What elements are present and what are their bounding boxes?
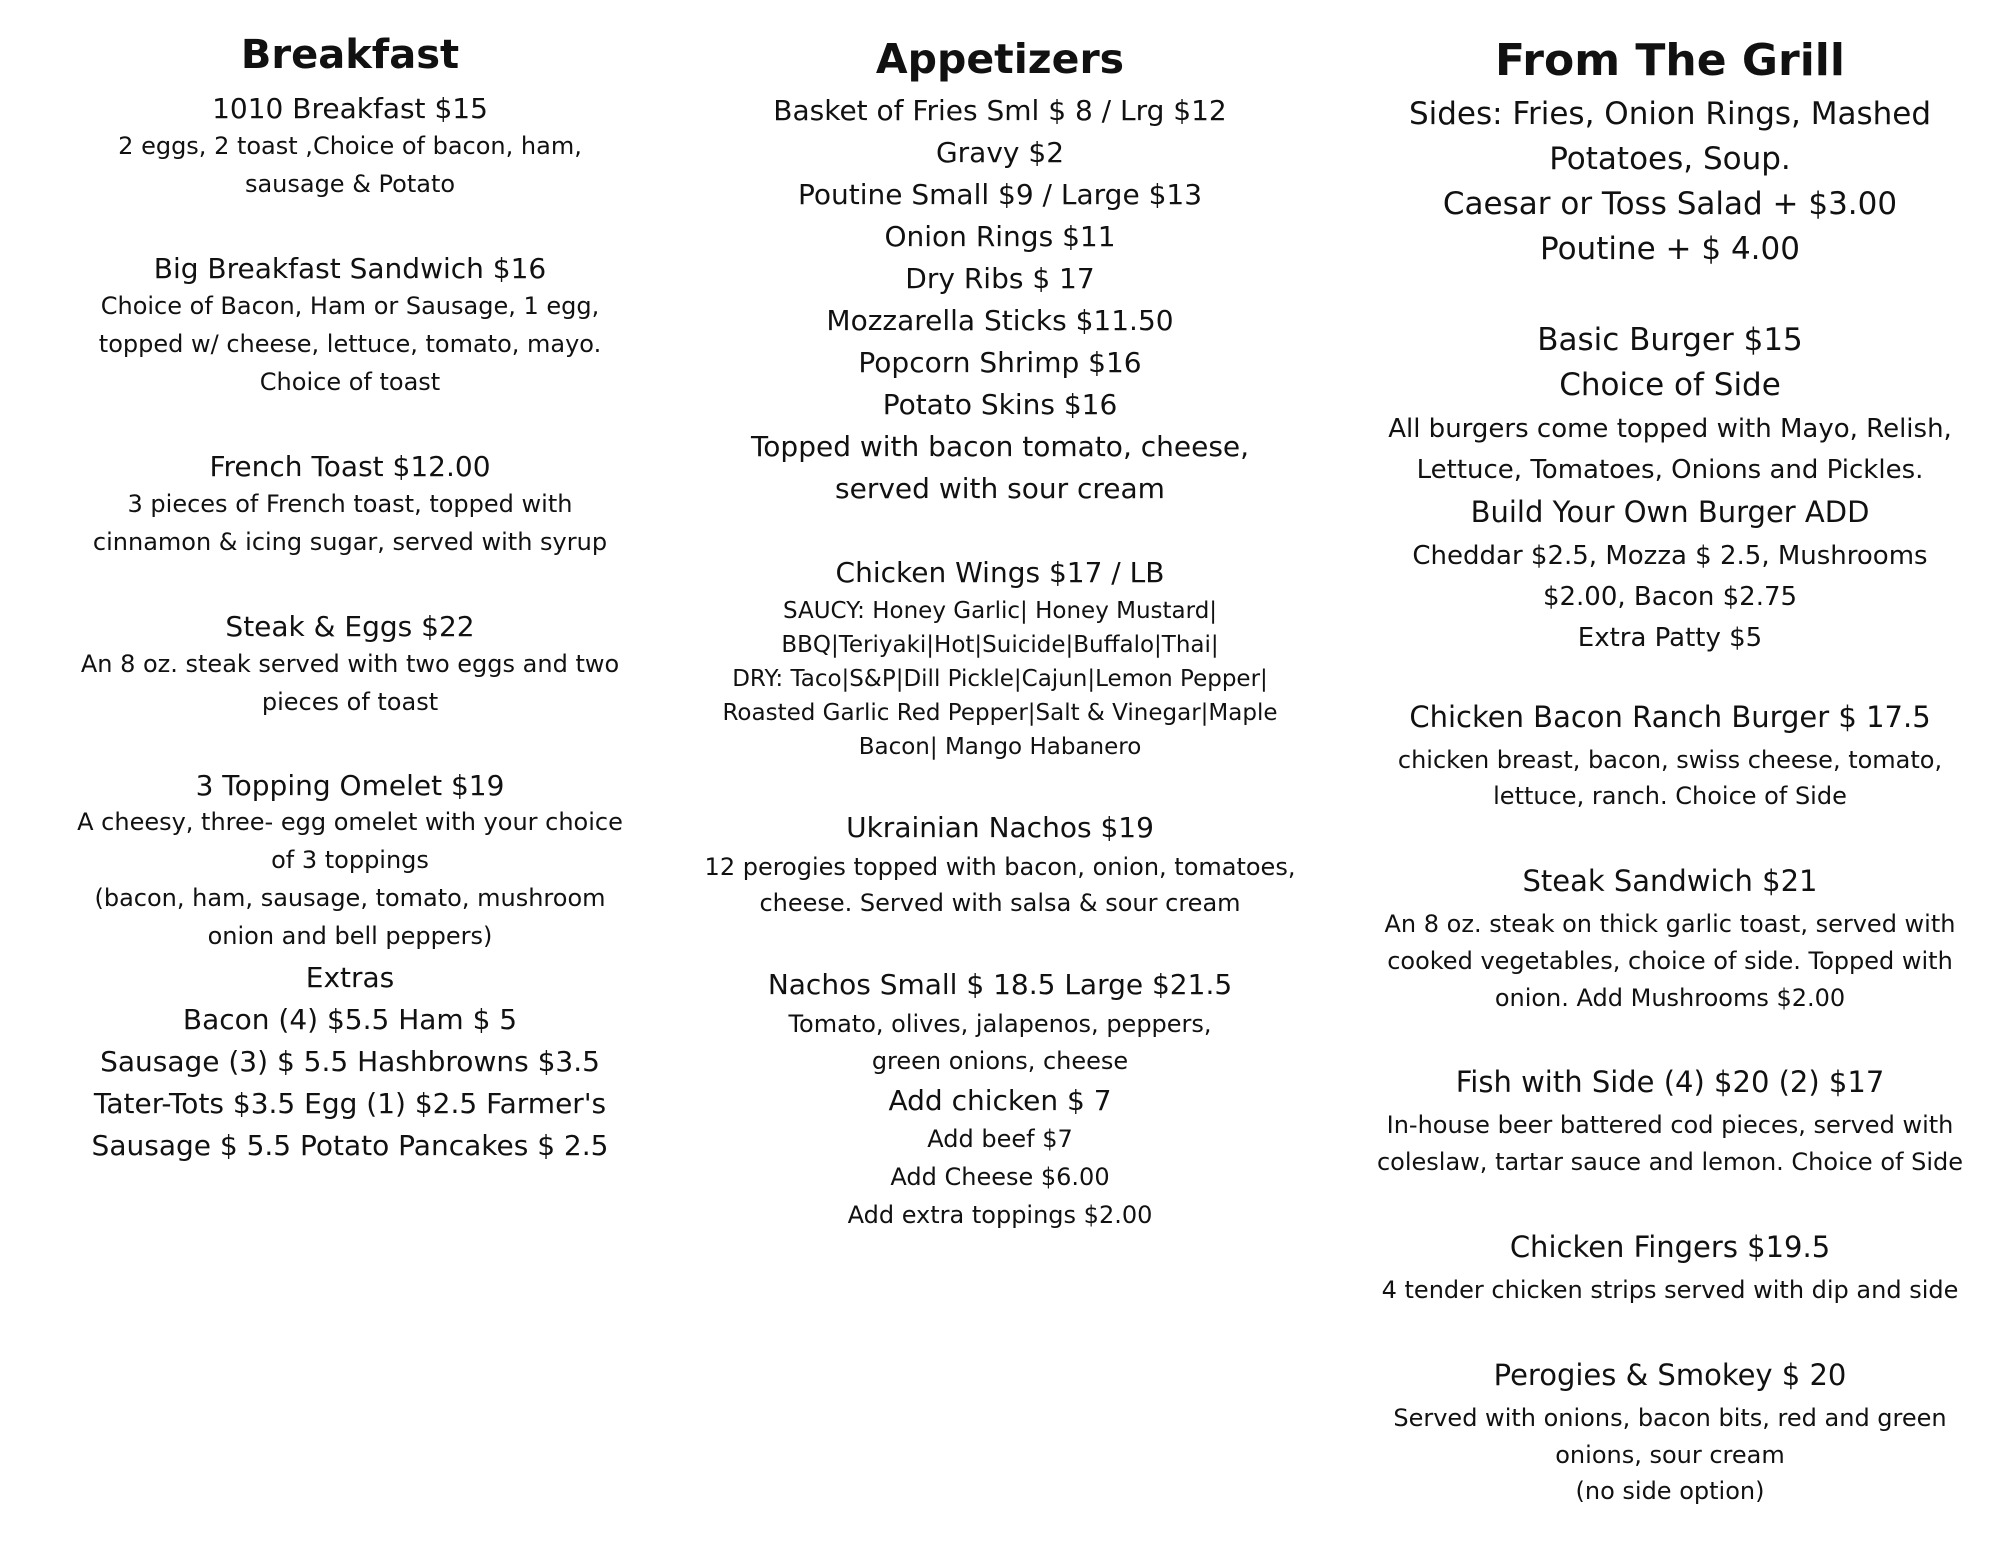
grill-item-chicken-burger: Chicken Bacon Ranch Burger $ 17.5 (1409, 700, 1931, 734)
grill-desc-line: (no side option) (1575, 1477, 1765, 1505)
appetizer-item-onion-rings: Onion Rings $11 (884, 220, 1116, 253)
appetizers-title: Appetizers (875, 35, 1125, 83)
wing-flavours-line: Bacon| Mango Habanero (858, 734, 1142, 760)
breakfast-desc-line: 2 eggs, 2 toast ,Choice of bacon, ham, (118, 132, 582, 160)
grill-desc-line: chicken breast, bacon, swiss cheese, tomato, (1397, 746, 1943, 774)
breakfast-desc-line: sausage & Potato (244, 170, 456, 198)
appetizer-item-dry-ribs: Dry Ribs $ 17 (905, 262, 1095, 295)
grill-desc-line: Lettuce, Tomatoes, Onions and Pickles. (1416, 455, 1924, 485)
grill-desc-line: 4 tender chicken strips served with dip and side (1381, 1276, 1959, 1304)
appetizer-desc-line: green onions, cheese (871, 1047, 1129, 1075)
breakfast-extras-line: Sausage (3) $ 5.5 Hashbrowns $3.5 (100, 1045, 600, 1078)
appetizer-desc-line: Topped with bacon tomato, cheese, (750, 430, 1250, 463)
breakfast-desc-line: pieces of toast (261, 688, 439, 716)
breakfast-desc-line: cinnamon & icing sugar, served with syrup (92, 528, 608, 556)
grill-item-fish: Fish with Side (4) $20 (2) $17 (1455, 1065, 1885, 1099)
grill-item-perogies: Perogies & Smokey $ 20 (1493, 1358, 1847, 1392)
grill-desc-line: onion. Add Mushrooms $2.00 (1494, 984, 1846, 1012)
appetizer-item-ukrainian-nachos: Ukrainian Nachos $19 (846, 811, 1154, 844)
breakfast-item-steak-eggs: Steak & Eggs $22 (225, 610, 475, 643)
grill-desc-line: An 8 oz. steak on thick garlic toast, served with (1384, 910, 1956, 938)
grill-item-chicken-fingers: Chicken Fingers $19.5 (1509, 1230, 1831, 1264)
breakfast-extras-line: Bacon (4) $5.5 Ham $ 5 (182, 1003, 518, 1036)
appetizer-desc-line: Tomato, olives, jalapenos, peppers, (788, 1010, 1212, 1038)
appetizer-item-fries: Basket of Fries Sml $ 8 / Lrg $12 (773, 94, 1227, 127)
grill-build-burger-heading: Build Your Own Burger ADD (1470, 495, 1870, 529)
nachos-addon-chicken: Add chicken $ 7 (888, 1084, 1112, 1117)
nachos-addon-cheese: Add Cheese $6.00 (890, 1163, 1110, 1191)
breakfast-extras-line: Sausage $ 5.5 Potato Pancakes $ 2.5 (91, 1129, 609, 1162)
breakfast-extras-heading: Extras (305, 961, 395, 994)
grill-upgrade-salad: Caesar or Toss Salad + $3.00 (1442, 186, 1898, 222)
breakfast-item-1010: 1010 Breakfast $15 (212, 92, 488, 125)
breakfast-item-french-toast: French Toast $12.00 (209, 450, 491, 483)
grill-desc-line: All burgers come topped with Mayo, Relish, (1388, 414, 1952, 444)
breakfast-desc-line: topped w/ cheese, lettuce, tomato, mayo. (98, 330, 602, 358)
appetizer-desc-line: 12 perogies topped with bacon, onion, tomatoes, (704, 853, 1296, 881)
grill-item-steak-sandwich: Steak Sandwich $21 (1522, 864, 1818, 898)
appetizer-desc-line: cheese. Served with salsa & sour cream (759, 889, 1241, 917)
breakfast-desc-line: An 8 oz. steak served with two eggs and two (80, 650, 620, 678)
breakfast-desc-line: Choice of Bacon, Ham or Sausage, 1 egg, (100, 292, 600, 320)
grill-item-basic-burger: Basic Burger $15 (1537, 322, 1803, 358)
grill-build-burger-line: Cheddar $2.5, Mozza $ 2.5, Mushrooms (1412, 541, 1928, 571)
grill-desc-line: Served with onions, bacon bits, red and green (1393, 1404, 1947, 1432)
breakfast-desc-line: 3 pieces of French toast, topped with (127, 490, 573, 518)
wing-flavours-line: BBQ|Teriyaki|Hot|Suicide|Buffalo|Thai| (781, 632, 1219, 658)
grill-desc-line: lettuce, ranch. Choice of Side (1493, 782, 1847, 810)
grill-desc-line: Choice of Side (1559, 367, 1781, 403)
nachos-addon-toppings: Add extra toppings $2.00 (847, 1201, 1153, 1229)
grill-sides-line: Sides: Fries, Onion Rings, Mashed (1408, 96, 1932, 132)
grill-upgrade-poutine: Poutine + $ 4.00 (1540, 231, 1800, 267)
wing-flavours-line: DRY: Taco|S&P|Dill Pickle|Cajun|Lemon Pepper| (732, 666, 1268, 692)
wing-flavours-line: Roasted Garlic Red Pepper|Salt & Vinegar|Maple (722, 700, 1278, 726)
breakfast-desc-line: Choice of toast (259, 368, 441, 396)
grill-sides-line: Potatoes, Soup. (1549, 141, 1791, 177)
breakfast-desc-line: of 3 toppings (271, 846, 429, 874)
appetizer-item-potato-skins: Potato Skins $16 (882, 388, 1118, 421)
appetizer-item-gravy: Gravy $2 (935, 136, 1065, 169)
breakfast-item-sandwich: Big Breakfast Sandwich $16 (153, 252, 547, 285)
breakfast-item-omelet: 3 Topping Omelet $19 (195, 769, 505, 802)
breakfast-title: Breakfast (240, 32, 460, 78)
appetizer-item-shrimp: Popcorn Shrimp $16 (858, 346, 1142, 379)
grill-title: From The Grill (1495, 35, 1845, 86)
grill-desc-line: In-house beer battered cod pieces, served with (1386, 1111, 1954, 1139)
breakfast-desc-line: onion and bell peppers) (207, 922, 493, 950)
nachos-addon-beef: Add beef $7 (927, 1125, 1073, 1153)
appetizer-item-poutine: Poutine Small $9 / Large $13 (797, 178, 1203, 211)
appetizer-item-nachos: Nachos Small $ 18.5 Large $21.5 (767, 968, 1233, 1001)
grill-build-burger-line: Extra Patty $5 (1577, 623, 1763, 653)
breakfast-desc-line: (bacon, ham, sausage, tomato, mushroom (94, 884, 606, 912)
breakfast-extras-line: Tater-Tots $3.5 Egg (1) $2.5 Farmer's (93, 1087, 607, 1120)
breakfast-desc-line: A cheesy, three- egg omelet with your choice (77, 808, 623, 836)
appetizer-item-wings: Chicken Wings $17 / LB (835, 556, 1165, 589)
grill-desc-line: cooked vegetables, choice of side. Topped with (1387, 947, 1953, 975)
grill-desc-line: coleslaw, tartar sauce and lemon. Choice of Side (1376, 1148, 1963, 1176)
grill-build-burger-line: $2.00, Bacon $2.75 (1542, 582, 1798, 612)
grill-desc-line: onions, sour cream (1555, 1441, 1785, 1469)
wing-flavours-line: SAUCY: Honey Garlic| Honey Mustard| (782, 598, 1218, 624)
appetizer-desc-line: served with sour cream (835, 472, 1165, 505)
appetizer-item-mozzarella: Mozzarella Sticks $11.50 (826, 304, 1174, 337)
